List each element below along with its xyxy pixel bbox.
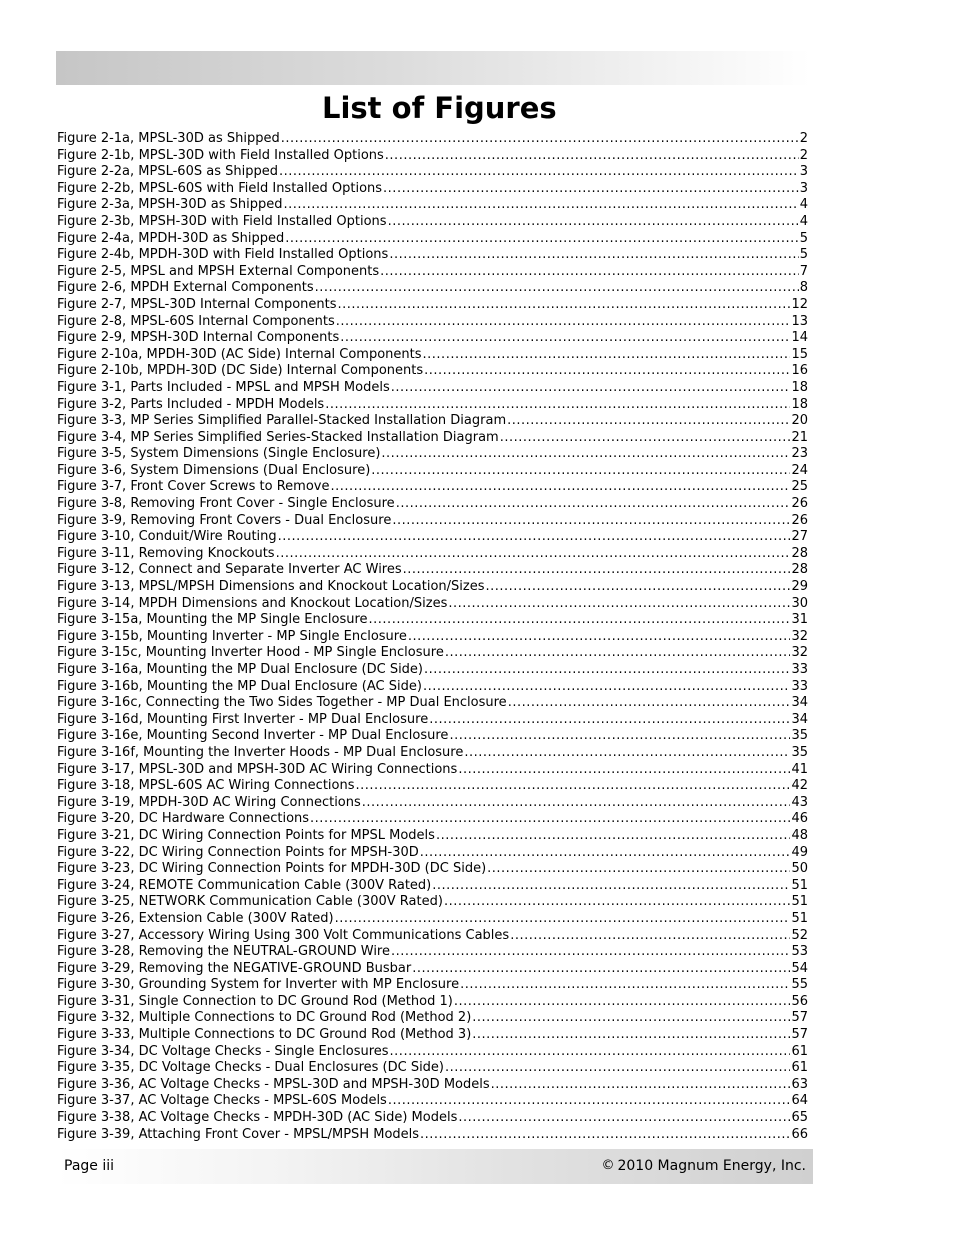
- dot-leader: [310, 811, 790, 828]
- figure-page-number: 3: [799, 164, 808, 180]
- dot-leader: [444, 894, 791, 911]
- figure-entry[interactable]: [57, 513, 808, 530]
- dot-leader: [449, 728, 790, 745]
- dot-leader: [458, 762, 790, 779]
- header-band: [56, 51, 811, 85]
- figure-label: Figure 2-3b, MPSH-30D with Field Installed Options: [57, 213, 387, 229]
- figure-entry[interactable]: [57, 347, 808, 364]
- figure-entry[interactable]: [57, 728, 808, 745]
- figure-label: Figure 3-24, REMOTE Communication Cable (300V Rated): [57, 877, 432, 893]
- figure-page-number: 52: [791, 927, 808, 943]
- dot-leader: [380, 264, 799, 281]
- figure-entry[interactable]: [57, 679, 808, 696]
- figure-entry[interactable]: [57, 363, 808, 380]
- figure-page-number: 64: [791, 1093, 808, 1109]
- figure-page-number: 51: [791, 877, 808, 893]
- figure-label: Figure 3-37, AC Voltage Checks - MPSL-60S Models: [57, 1093, 387, 1109]
- dot-leader: [472, 1010, 790, 1027]
- figure-label: Figure 3-36, AC Voltage Checks - MPSL-30D and MPSH-30D Models: [57, 1076, 490, 1092]
- dot-leader: [388, 214, 799, 231]
- figure-page-number: 12: [791, 296, 808, 312]
- figure-page-number: 5: [799, 230, 808, 246]
- figure-page-number: 26: [791, 512, 808, 528]
- figure-entry[interactable]: [57, 894, 808, 911]
- figure-label: Figure 3-8, Removing Front Cover - Single Enclosure: [57, 496, 395, 512]
- figure-page-number: 18: [791, 379, 808, 395]
- figure-entry[interactable]: [57, 197, 808, 214]
- figure-page-number: 56: [791, 993, 808, 1009]
- figure-page-number: 30: [791, 595, 808, 611]
- figure-entry[interactable]: [57, 762, 808, 779]
- figure-page-number: 61: [791, 1060, 808, 1076]
- figure-page-number: 4: [799, 213, 808, 229]
- dot-leader: [279, 164, 799, 181]
- figure-entry[interactable]: [57, 977, 808, 994]
- figure-label: Figure 3-4, MP Series Simplified Series-Stacked Installation Diagram: [57, 429, 499, 445]
- figure-page-number: 2: [799, 147, 808, 163]
- figure-label: Figure 3-23, DC Wiring Connection Points for MPDH-30D (DC Side): [57, 861, 487, 877]
- figure-label: Figure 3-39, Attaching Front Cover - MPSL/MPSH Models: [57, 1126, 420, 1142]
- dot-leader: [340, 330, 790, 347]
- figure-label: Figure 3-32, Multiple Connections to DC Ground Rod (Method 2): [57, 1010, 472, 1026]
- figure-entry[interactable]: [57, 861, 808, 878]
- figure-label: Figure 2-3a, MPSH-30D as Shipped: [57, 197, 283, 213]
- figure-label: Figure 3-11, Removing Knockouts: [57, 545, 275, 561]
- figure-entry[interactable]: [57, 795, 808, 812]
- dot-leader: [330, 479, 790, 496]
- figure-label: Figure 2-9, MPSH-30D Internal Components: [57, 330, 340, 346]
- figure-page-number: 32: [791, 628, 808, 644]
- figure-page-number: 41: [791, 761, 808, 777]
- figure-entry[interactable]: [57, 695, 808, 712]
- figure-label: Figure 2-10a, MPDH-30D (AC Side) Internal Components: [57, 346, 422, 362]
- dot-leader: [423, 679, 791, 696]
- dot-leader: [276, 546, 791, 563]
- dot-leader: [390, 1044, 791, 1061]
- figure-page-number: 20: [791, 413, 808, 429]
- figure-entry[interactable]: [57, 994, 808, 1011]
- figure-entry[interactable]: [57, 231, 808, 248]
- figure-page-number: 57: [791, 1010, 808, 1026]
- figure-label: Figure 3-6, System Dimensions (Dual Enclosure): [57, 462, 371, 478]
- dot-leader: [283, 197, 798, 214]
- figure-page-number: 5: [799, 247, 808, 263]
- figure-page-number: 13: [791, 313, 808, 329]
- figure-label: Figure 3-28, Removing the NEUTRAL-GROUND Wire: [57, 944, 390, 960]
- figure-entry[interactable]: [57, 397, 808, 414]
- figure-label: Figure 3-21, DC Wiring Connection Points for MPSL Models: [57, 827, 435, 843]
- figure-entry[interactable]: [57, 264, 808, 281]
- figure-page-number: 27: [791, 529, 808, 545]
- footer-page-number: Page iii: [64, 1158, 115, 1174]
- figure-entry[interactable]: [57, 911, 808, 928]
- dot-leader: [385, 148, 799, 165]
- figure-page-number: 31: [791, 612, 808, 628]
- figure-label: Figure 3-38, AC Voltage Checks - MPDH-30D (AC Side) Models: [57, 1110, 458, 1126]
- dot-leader: [381, 446, 790, 463]
- figure-label: Figure 3-1, Parts Included - MPSL and MPSH Models: [57, 379, 390, 395]
- figure-label: Figure 3-18, MPSL-60S AC Wiring Connections: [57, 778, 355, 794]
- figure-entry[interactable]: [57, 413, 808, 430]
- figure-label: Figure 3-7, Front Cover Screws to Remove: [57, 479, 330, 495]
- footer-copyright: [601, 1158, 806, 1174]
- figure-entry[interactable]: [57, 297, 808, 314]
- dot-leader: [388, 1093, 791, 1110]
- figure-entry[interactable]: [57, 330, 808, 347]
- dot-leader: [510, 928, 790, 945]
- figure-label: Figure 3-16c, Connecting the Two Sides Together - MP Dual Enclosure: [57, 695, 507, 711]
- figure-entry[interactable]: [57, 944, 808, 961]
- figure-entry[interactable]: [57, 662, 808, 679]
- figure-label: Figure 3-14, MPDH Dimensions and Knockout Location/Sizes: [57, 595, 448, 611]
- dot-leader: [408, 629, 791, 646]
- figure-entry[interactable]: [57, 314, 808, 331]
- figure-label: Figure 3-27, Accessory Wiring Using 300 Volt Communications Cables: [57, 927, 510, 943]
- figure-page-number: 4: [799, 197, 808, 213]
- figure-page-number: 23: [791, 446, 808, 462]
- figure-entry[interactable]: [57, 247, 808, 264]
- figure-label: Figure 3-13, MPSL/MPSH Dimensions and Knockout Location/Sizes: [57, 579, 485, 595]
- figure-label: Figure 3-16e, Mounting Second Inverter - MP Dual Enclosure: [57, 728, 449, 744]
- figure-entry[interactable]: [57, 496, 808, 513]
- figure-page-number: 63: [791, 1076, 808, 1092]
- figure-label: Figure 3-16f, Mounting the Inverter Hoods - MP Dual Enclosure: [57, 744, 464, 760]
- figure-page-number: 51: [791, 910, 808, 926]
- figure-entry[interactable]: [57, 1044, 808, 1061]
- figure-page-number: 26: [791, 496, 808, 512]
- figure-page-number: 66: [791, 1126, 808, 1142]
- dot-leader: [436, 828, 791, 845]
- dot-leader: [448, 596, 790, 613]
- dot-leader: [412, 961, 790, 978]
- dot-leader: [396, 496, 791, 513]
- dot-leader: [491, 1077, 791, 1094]
- figure-page-number: 2: [799, 131, 808, 146]
- figure-entry[interactable]: [57, 380, 808, 397]
- figure-page-number: 18: [791, 396, 808, 412]
- figure-label: Figure 3-26, Extension Cable (300V Rated): [57, 910, 334, 926]
- figure-entry[interactable]: [57, 1093, 808, 1110]
- dot-leader: [432, 878, 790, 895]
- figure-page-number: 54: [791, 960, 808, 976]
- figure-entry[interactable]: [57, 579, 808, 596]
- figure-label: Figure 3-9, Removing Front Covers - Dual Enclosure: [57, 512, 392, 528]
- figure-label: Figure 3-15a, Mounting the MP Single Enclosure: [57, 612, 368, 628]
- figure-entry[interactable]: [57, 612, 808, 629]
- figure-entry[interactable]: [57, 446, 808, 463]
- figure-page-number: 49: [791, 844, 808, 860]
- dot-leader: [338, 297, 791, 314]
- dot-leader: [458, 1110, 790, 1127]
- dot-leader: [486, 579, 791, 596]
- figure-entry[interactable]: [57, 745, 808, 762]
- dot-leader: [464, 745, 790, 762]
- figure-entry[interactable]: [57, 845, 808, 862]
- figure-entry[interactable]: [57, 1110, 808, 1127]
- figure-page-number: 28: [791, 562, 808, 578]
- figure-page-number: 35: [791, 728, 808, 744]
- figure-page-number: 3: [799, 180, 808, 196]
- figure-label: Figure 3-16d, Mounting First Inverter - MP Dual Enclosure: [57, 711, 429, 727]
- dot-leader: [335, 911, 791, 928]
- figure-entry[interactable]: [57, 529, 808, 546]
- dot-leader: [403, 562, 791, 579]
- copyright-icon: ©: [601, 1158, 615, 1173]
- dot-leader: [362, 795, 791, 812]
- dot-leader: [420, 1127, 790, 1144]
- figure-page-number: 15: [791, 346, 808, 362]
- figure-page-number: 28: [791, 545, 808, 561]
- figure-page-number: 55: [791, 977, 808, 993]
- figure-page-number: 46: [791, 811, 808, 827]
- figure-page-number: 34: [791, 695, 808, 711]
- figure-entry[interactable]: [57, 1027, 808, 1044]
- dot-leader: [445, 645, 791, 662]
- dot-leader: [460, 977, 790, 994]
- figure-label: Figure 2-4b, MPDH-30D with Field Installed Options: [57, 247, 389, 263]
- figure-label: Figure 3-17, MPSL-30D and MPSH-30D AC Wiring Connections: [57, 761, 458, 777]
- figure-entry[interactable]: [57, 214, 808, 231]
- figure-entry[interactable]: [57, 811, 808, 828]
- dot-leader: [500, 430, 791, 447]
- dot-leader: [383, 181, 799, 198]
- figure-entry[interactable]: [57, 546, 808, 563]
- figure-page-number: 43: [791, 794, 808, 810]
- figure-entry[interactable]: [57, 479, 808, 496]
- figure-page-number: 25: [791, 479, 808, 495]
- dot-leader: [369, 612, 791, 629]
- figure-page-number: 48: [791, 827, 808, 843]
- figure-page-number: 14: [791, 330, 808, 346]
- figure-entry[interactable]: [57, 164, 808, 181]
- figure-page-number: 34: [791, 711, 808, 727]
- figure-page-number: 42: [791, 778, 808, 794]
- dot-leader: [420, 845, 791, 862]
- figure-entry[interactable]: [57, 778, 808, 795]
- figure-entry[interactable]: [57, 1060, 808, 1077]
- figure-entry[interactable]: [57, 629, 808, 646]
- figure-page-number: 21: [791, 429, 808, 445]
- figure-entry[interactable]: [57, 1127, 808, 1144]
- figure-label: Figure 2-1b, MPSL-30D with Field Installed Options: [57, 147, 384, 163]
- dot-leader: [315, 280, 799, 297]
- figure-entry[interactable]: [57, 562, 808, 579]
- figure-page-number: 7: [799, 263, 808, 279]
- dot-leader: [472, 1027, 790, 1044]
- dot-leader: [356, 778, 791, 795]
- figure-page-number: 33: [791, 678, 808, 694]
- figure-page-number: 33: [791, 662, 808, 677]
- figure-label: Figure 3-34, DC Voltage Checks - Single Enclosures: [57, 1043, 389, 1059]
- figure-label: Figure 3-5, System Dimensions (Single Enclosure): [57, 446, 381, 462]
- dot-leader: [423, 347, 791, 364]
- figure-label: Figure 3-19, MPDH-30D AC Wiring Connections: [57, 794, 361, 810]
- figure-entry[interactable]: [57, 645, 808, 662]
- figure-page-number: 8: [799, 280, 808, 296]
- figure-label: Figure 3-20, DC Hardware Connections: [57, 811, 310, 827]
- dot-leader: [487, 861, 790, 878]
- figure-entry[interactable]: [57, 961, 808, 978]
- figure-label: Figure 2-2b, MPSL-60S with Field Installed Options: [57, 180, 383, 196]
- figure-label: Figure 2-5, MPSL and MPSH External Components: [57, 263, 380, 279]
- figure-label: Figure 2-7, MPSL-30D Internal Components: [57, 296, 337, 312]
- dot-leader: [281, 131, 799, 148]
- figure-label: Figure 3-15b, Mounting Inverter - MP Single Enclosure: [57, 628, 407, 644]
- dot-leader: [429, 712, 790, 729]
- figure-label: Figure 2-10b, MPDH-30D (DC Side) Internal Components: [57, 363, 424, 379]
- figure-label: Figure 2-4a, MPDH-30D as Shipped: [57, 230, 285, 246]
- figure-label: Figure 2-6, MPDH External Components: [57, 280, 314, 296]
- figure-entry[interactable]: [57, 596, 808, 613]
- page-title: List of Figures: [322, 91, 557, 125]
- figure-entry[interactable]: [57, 181, 808, 198]
- figure-page-number: 61: [791, 1043, 808, 1059]
- figure-page-number: 24: [791, 462, 808, 478]
- dot-leader: [507, 413, 790, 430]
- figure-entry[interactable]: [57, 463, 808, 480]
- dot-leader: [508, 695, 791, 712]
- dot-leader: [391, 380, 791, 397]
- figure-entry[interactable]: [57, 828, 808, 845]
- figure-list: [57, 131, 808, 1143]
- figure-label: Figure 2-1a, MPSL-30D as Shipped: [57, 131, 280, 146]
- copyright-text: 2010 Magnum Energy, Inc.: [617, 1158, 806, 1174]
- figure-page-number: 53: [791, 944, 808, 960]
- figure-entry[interactable]: [57, 928, 808, 945]
- dot-leader: [424, 363, 790, 380]
- figure-label: Figure 3-35, DC Voltage Checks - Dual Enclosures (DC Side): [57, 1060, 445, 1076]
- figure-entry[interactable]: [57, 280, 808, 297]
- figure-page-number: 50: [791, 861, 808, 877]
- figure-page-number: 35: [791, 744, 808, 760]
- figure-label: Figure 3-30, Grounding System for Inverter with MP Enclosure: [57, 977, 460, 993]
- figure-label: Figure 3-10, Conduit/Wire Routing: [57, 529, 277, 545]
- figure-label: Figure 3-16b, Mounting the MP Dual Enclosure (AC Side): [57, 678, 422, 694]
- figure-entry[interactable]: [57, 1077, 808, 1094]
- dot-leader: [285, 231, 798, 248]
- figure-label: Figure 3-12, Connect and Separate Inverter AC Wires: [57, 562, 402, 578]
- dot-leader: [454, 994, 791, 1011]
- dot-leader: [392, 513, 790, 530]
- dot-leader: [336, 314, 791, 331]
- dot-leader: [391, 944, 790, 961]
- figure-label: Figure 3-33, Multiple Connections to DC Ground Rod (Method 3): [57, 1027, 472, 1043]
- dot-leader: [389, 247, 798, 264]
- figure-entry[interactable]: [57, 430, 808, 447]
- figure-label: Figure 2-8, MPSL-60S Internal Components: [57, 313, 335, 329]
- figure-entry[interactable]: [57, 1010, 808, 1027]
- figure-entry[interactable]: [57, 878, 808, 895]
- dot-leader: [424, 662, 790, 679]
- figure-label: Figure 3-25, NETWORK Communication Cable (300V Rated): [57, 894, 443, 910]
- figure-label: Figure 3-3, MP Series Simplified Parallel-Stacked Installation Diagram: [57, 413, 507, 429]
- figure-label: Figure 3-22, DC Wiring Connection Points for MPSH-30D: [57, 844, 419, 860]
- figure-label: Figure 3-2, Parts Included - MPDH Models: [57, 396, 325, 412]
- figure-entry[interactable]: [57, 131, 808, 148]
- dot-leader: [445, 1060, 790, 1077]
- figure-entry[interactable]: [57, 712, 808, 729]
- figure-page-number: 32: [791, 645, 808, 661]
- figure-page-number: 65: [791, 1110, 808, 1126]
- dot-leader: [371, 463, 790, 480]
- figure-page-number: 16: [791, 363, 808, 379]
- figure-label: Figure 2-2a, MPSL-60S as Shipped: [57, 164, 278, 180]
- figure-label: Figure 3-15c, Mounting Inverter Hood - MP Single Enclosure: [57, 645, 444, 661]
- figure-label: Figure 3-29, Removing the NEGATIVE-GROUND Busbar: [57, 960, 412, 976]
- figure-page-number: 51: [791, 894, 808, 910]
- figure-label: Figure 3-16a, Mounting the MP Dual Enclosure (DC Side): [57, 662, 423, 677]
- figure-page-number: 29: [791, 579, 808, 595]
- figure-label: Figure 3-31, Single Connection to DC Ground Rod (Method 1): [57, 993, 453, 1009]
- figure-entry[interactable]: [57, 148, 808, 165]
- dot-leader: [325, 397, 790, 414]
- figure-page-number: 57: [791, 1027, 808, 1043]
- dot-leader: [278, 529, 791, 546]
